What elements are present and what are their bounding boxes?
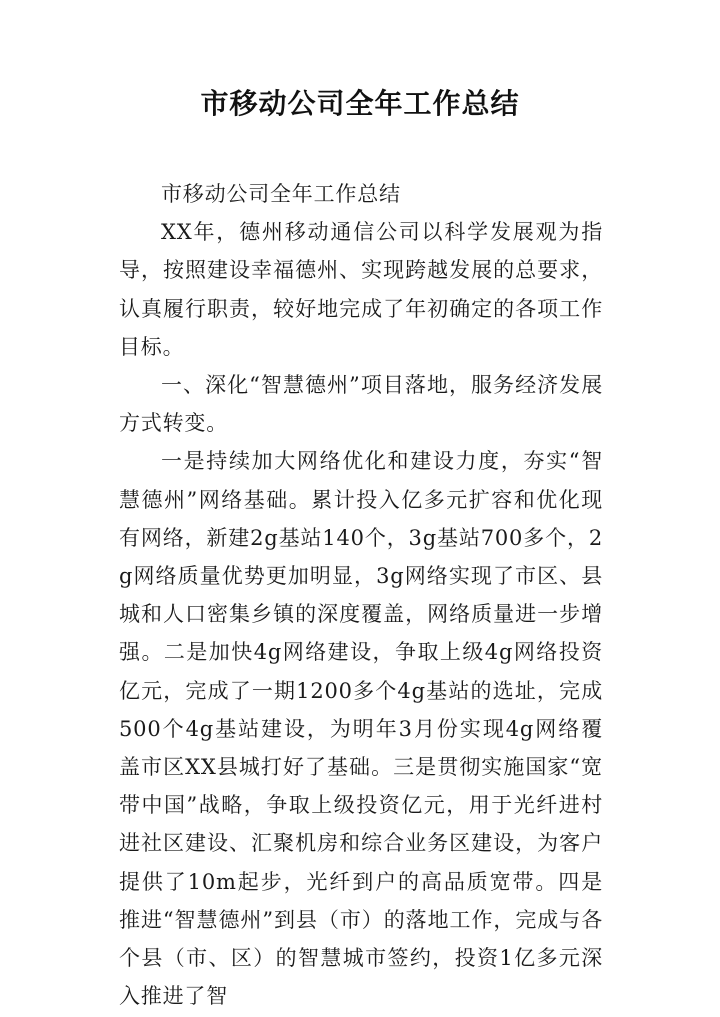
- paragraph-subtitle: 市移动公司全年工作总结: [161, 182, 401, 206]
- paragraph-section-heading: 一、深化“智慧德州”项目落地，服务经济发展方式转变。: [119, 373, 603, 436]
- paragraph-intro: XX年，德州移动通信公司以科学发展观为指导，按照建设幸福德州、实现跨越发展的总要求，认真履行职责，较好地完成了年初确定的各项工作目标。: [119, 220, 603, 359]
- document-body: [119, 175, 603, 1015]
- document-title: 市移动公司全年工作总结: [200, 87, 520, 120]
- paragraph-section-body: 一是持续加大网络优化和建设力度，夯实“智慧德州”网络基础。累计投入亿多元扩容和优化现有网络，新建2g基站140个，3g基站700多个，2g网络质量优势更加明显，3g网络实现了市区、县城和人口密集乡镇的深度覆盖，网络质量进一步增强。二是加快4g网络建设，争取上级4g网络投资亿元，完成了一期1200多个4g基站的选址，完成500个4g基站建设，为明年3月份实现4g网络覆盖市区XX县城打好了基础。三是贯彻实施国家“宽带中国”战略，争取上级投资亿元，用于光纤进村进社区建设、汇聚机房和综合业务区建设，为客户提供了10m起步，光纤到户的高品质宽带。四是推进“智慧德州”到县（市）的落地工作，完成与各个县（市、区）的智慧城市签约，投资1亿多元深入推进了智: [119, 449, 603, 1009]
